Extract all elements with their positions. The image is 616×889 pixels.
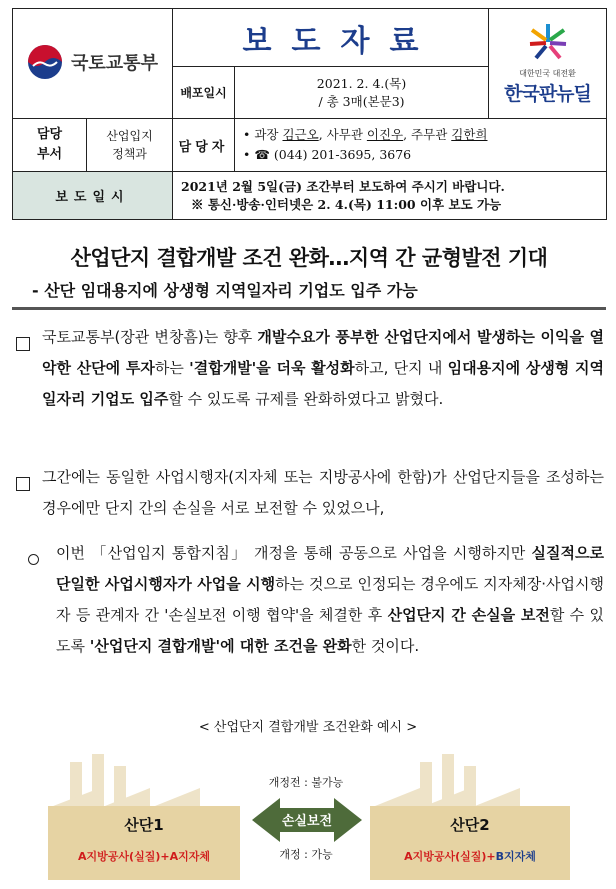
title-cell xyxy=(173,9,489,67)
release-line1: 2021년 2월 5일(금) 조간부터 보도하여 주시기 바랍니다. xyxy=(181,178,505,194)
release-value xyxy=(173,172,607,220)
headline: 산업단지 결합개발 조건 완화…지역 간 균형발전 기대 xyxy=(70,246,548,270)
manager-prefix: • 과장 xyxy=(243,127,283,142)
right-factory-title: 산단2 xyxy=(450,816,490,834)
release-line2: ※ 통신·방송·인터넷은 2. 4.(목) 11:00 이후 보도 가능 xyxy=(191,196,502,212)
manager-value xyxy=(235,119,607,172)
ministry-name: 국토교통부 xyxy=(71,52,158,74)
dept-label xyxy=(13,119,87,172)
square-bullet-icon xyxy=(16,337,30,351)
brand-name: 한국판뉴딜 xyxy=(504,82,591,105)
manager-label: 담당자 xyxy=(173,119,235,172)
p1-bold-b: 개발수요가 풍부한 산업단지에서 발생하는 이익을 열악한 산단에 투자 xyxy=(42,328,604,377)
paragraph-2 xyxy=(12,462,604,524)
brand-tagline: 대한민국 대전환 xyxy=(519,68,576,78)
press-release-sheet xyxy=(12,8,606,310)
dept-label-line1: 담당 xyxy=(36,127,63,142)
dept-value xyxy=(87,119,173,172)
before-label: 개정전 : 불가능 xyxy=(268,776,344,789)
page-title: 보도자료 xyxy=(242,23,439,59)
right-sub-part-b: B지자체 xyxy=(495,850,536,863)
subheadline: - 산단 임대용지에 상생형 지역일자리 기업도 입주 가능 xyxy=(12,278,606,310)
p3-text-a: 이번 「산업입지 통합지침」 개정을 통해 공동으로 사업을 시행하지만 xyxy=(56,544,532,562)
p3-text-e: 할 수 있도록 xyxy=(56,606,604,655)
square-bullet-icon xyxy=(16,477,30,491)
distribution-pages: / 총 3매(본문3) xyxy=(318,93,405,109)
p1-text-g: 할 수 있도록 규제를 완화하였다고 밝혔다. xyxy=(168,390,444,408)
ministry-emblem-icon xyxy=(27,44,63,80)
release-label: 보도일시 xyxy=(13,172,173,220)
right-factory-sub xyxy=(404,849,536,863)
manager-name-3: 김한희 xyxy=(451,127,488,142)
p3-bold-d: 산업단지 간 손실을 보전 xyxy=(387,606,550,624)
manager-sep-1: , 사무관 xyxy=(318,127,367,142)
manager-name-2: 이진우 xyxy=(366,127,404,142)
combined-development-diagram xyxy=(0,748,616,889)
p3-bold-f: '산업단지 결합개발'에 대한 조건을 완화 xyxy=(89,637,352,655)
header-table xyxy=(12,8,607,220)
new-deal-logo-cell xyxy=(489,9,607,119)
manager-sep-2: , 주무관 xyxy=(403,127,452,142)
distribution-date: 2021. 2. 4.(목) xyxy=(316,75,407,91)
paragraph-3 xyxy=(12,538,604,662)
diagram-caption: < 산업단지 결합개발 조건완화 예시 > xyxy=(198,720,418,735)
manager-name-1: 김근오 xyxy=(282,127,319,142)
p1-text-e: 하고, 단지 내 xyxy=(354,359,448,377)
dept-value-line2: 정책과 xyxy=(112,147,147,161)
p1-text-c: 하는 xyxy=(154,359,190,377)
dept-label-line2: 부서 xyxy=(36,147,63,162)
p1-bold-d: '결합개발'을 더욱 활성화 xyxy=(189,359,355,377)
ministry-logo-cell xyxy=(13,9,173,119)
p3-bold-b: 실질적으로 단일한 사업시행자가 사업을 시행 xyxy=(56,544,604,593)
distribution-label: 배포일시 xyxy=(173,67,235,119)
p1-bold-f: 임대용지에 상생형 지역일자리 기업도 입주 xyxy=(42,359,605,408)
circle-bullet-icon xyxy=(28,554,39,565)
distribution-value xyxy=(235,67,489,119)
new-deal-emblem-icon xyxy=(526,22,570,62)
p1-text-a: 국토교통부(장관 변창흠)는 향후 xyxy=(42,328,258,346)
right-sub-part-a: A지방공사(실질)+ xyxy=(404,850,496,863)
p3-text-c: 하는 것으로 인정되는 경우에도 지자체장·사업시행자 등 관계자 간 '손실보전 이행 협약'을 체결한 후 xyxy=(56,575,605,624)
dept-value-line1: 산업입지 xyxy=(106,129,153,143)
p2-text: 그간에는 동일한 사업시행자(지자체 또는 지방공사에 한함)가 산업단지들을 조성하는 경우에만 단지 간의 손실을 서로 보전할 수 있었으나, xyxy=(42,468,604,517)
after-label: 개정 : 가능 xyxy=(279,848,333,861)
paragraph-1 xyxy=(12,322,604,415)
p3-text-g: 한 것이다. xyxy=(351,637,420,655)
arrow-label: 손실보전 xyxy=(281,814,333,829)
left-factory-sub: A지방공사(실질)+A지자체 xyxy=(78,850,210,863)
left-factory-title: 산단1 xyxy=(124,816,164,834)
manager-line1 xyxy=(243,125,598,145)
manager-phone: • ☎ (044) 201-3695, 3676 xyxy=(243,147,412,162)
